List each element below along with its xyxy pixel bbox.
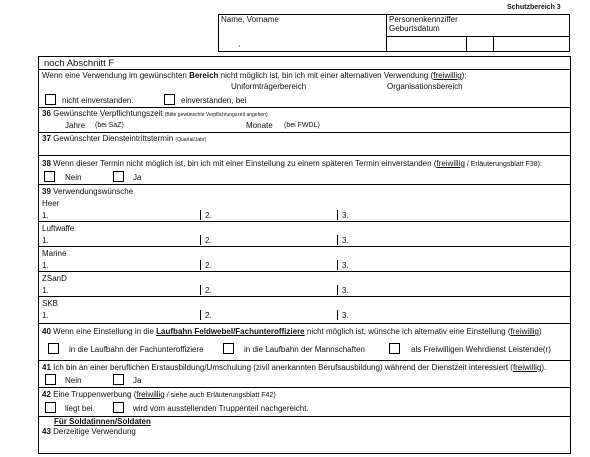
q39-heer-2[interactable]: 2. (205, 211, 212, 220)
name-field[interactable]: , (238, 39, 241, 48)
q39-zsand-3[interactable]: 3. (342, 286, 349, 295)
q42-question: 42 Eine Truppenwerbung (freiwillig / siehe auch Erläuterungsblatt F42) (42, 390, 276, 399)
q39-zsand-1[interactable]: 1. (42, 286, 49, 295)
q36-months-label: Monate (246, 121, 273, 130)
alt-use-col-organisation: Organisationsbereich (387, 82, 463, 91)
q39-branch-skb: SKB (42, 299, 59, 308)
q41-yes-label: Ja (133, 376, 142, 385)
alt-use-agreed-checkbox[interactable] (164, 94, 175, 105)
q39-skb-2[interactable]: 2. (205, 311, 212, 320)
alt-use-not-agreed-label: nicht einverstanden. (62, 96, 134, 105)
q40-question: 40 Wenn eine Einstellung in die Laufbahn Feldwebel/Fachunteroffiziere nicht möglich ist, wünsche ich alternativ eine Einstellung (freiwillig) (42, 327, 542, 336)
q38-no-checkbox[interactable] (44, 171, 55, 182)
q39-skb-1[interactable]: 1. (42, 311, 49, 320)
q39-heer-1[interactable]: 1. (42, 211, 49, 220)
q42-attached-checkbox[interactable] (45, 402, 56, 413)
soldiers-heading: Für Soldatinnen/Soldaten (54, 417, 151, 426)
q40-mannschaften-checkbox[interactable] (223, 343, 234, 354)
q40-fachunteroffiziere-checkbox[interactable] (48, 343, 59, 354)
alt-use-question: Wenn eine Verwendung im gewünschten Bereich nicht möglich ist, bin ich mit einer alternativen Verwendung (freiwillig): (42, 71, 467, 80)
q39-branch-zsand: ZSanD (42, 274, 67, 283)
q39-heer-3[interactable]: 3. (342, 211, 349, 220)
q36-saz-hint: (bei SaZ) (95, 122, 124, 129)
q41-no-label: Nein (65, 376, 82, 385)
q40-fachunteroffiziere-label: in die Laufbahn der Fachunteroffiziere (69, 345, 204, 354)
q42-later-checkbox[interactable] (113, 402, 124, 413)
q39-branch-heer: Heer (42, 199, 60, 208)
q39-branch-marine: Marine (42, 249, 67, 258)
q41-yes-checkbox[interactable] (113, 374, 124, 385)
security-area-label: Schutzbereich 3 (507, 4, 561, 11)
q39-marine-1[interactable]: 1. (42, 261, 49, 270)
q39-skb-3[interactable]: 3. (342, 311, 349, 320)
q36-title: 36 Gewünschte Verpflichtungszeit (Bitte gewünschte Verpflichtungszeit angeben) (42, 109, 268, 118)
q40-fwdl-label: als Freiwilligen Wehrdienst Leistende(r) (411, 345, 551, 354)
q40-mannschaften-label: in die Laufbahn der Mannschaften (244, 345, 365, 354)
alt-use-agreed-label: einverstanden, bei (181, 96, 247, 105)
alt-use-col-uniform: Uniformträgerbereich (231, 82, 307, 91)
q42-later-label: wird vom ausstellenden Truppenteil nachgereicht. (133, 404, 309, 413)
q39-luftwaffe-3[interactable]: 3. (342, 236, 349, 245)
q39-marine-3[interactable]: 3. (342, 261, 349, 270)
q36-years-label: Jahre (65, 121, 86, 130)
q37-title: 37 Gewünschter Diensteintrittstermin (Quartal/Jahr) (42, 134, 207, 143)
q41-question: 41 Ich bin an einer beruflichen Erstausbildung/Umschulung (zivil anerkannten Berufsausbildung) während der Dienstzeit interessiert (freiwillig). (42, 363, 547, 372)
q42-attached-label: liegt bei. (65, 404, 95, 413)
birthdate-label: Geburtsdatum (389, 24, 440, 33)
q39-branch-luftwaffe: Luftwaffe (42, 224, 75, 233)
q39-title: 39 Verwendungswünsche (42, 187, 134, 196)
q39-zsand-2[interactable]: 2. (205, 286, 212, 295)
q38-no-label: Nein (65, 173, 82, 182)
q38-question: 38 Wenn dieser Termin nicht möglich ist, bin ich mit einer Einstellung zu einem späteren Termin einverstanden (freiwillig / Erläuterungsblatt F38): (42, 159, 542, 168)
pk-label: Personenkennziffer (389, 15, 458, 24)
name-label: Name, Vorname (221, 15, 279, 24)
q38-yes-checkbox[interactable] (113, 171, 124, 182)
q41-no-checkbox[interactable] (45, 374, 56, 385)
q39-luftwaffe-1[interactable]: 1. (42, 236, 49, 245)
q40-fwdl-checkbox[interactable] (389, 343, 400, 354)
q39-marine-2[interactable]: 2. (205, 261, 212, 270)
q43-title: 43 Derzeitige Verwendung (42, 427, 136, 436)
section-title: noch Abschnitt F (44, 58, 115, 69)
q38-yes-label: Ja (133, 173, 142, 182)
alt-use-not-agreed-checkbox[interactable] (45, 94, 56, 105)
q39-luftwaffe-2[interactable]: 2. (205, 236, 212, 245)
q36-fwdl-hint: (bei FWDL) (284, 122, 320, 129)
